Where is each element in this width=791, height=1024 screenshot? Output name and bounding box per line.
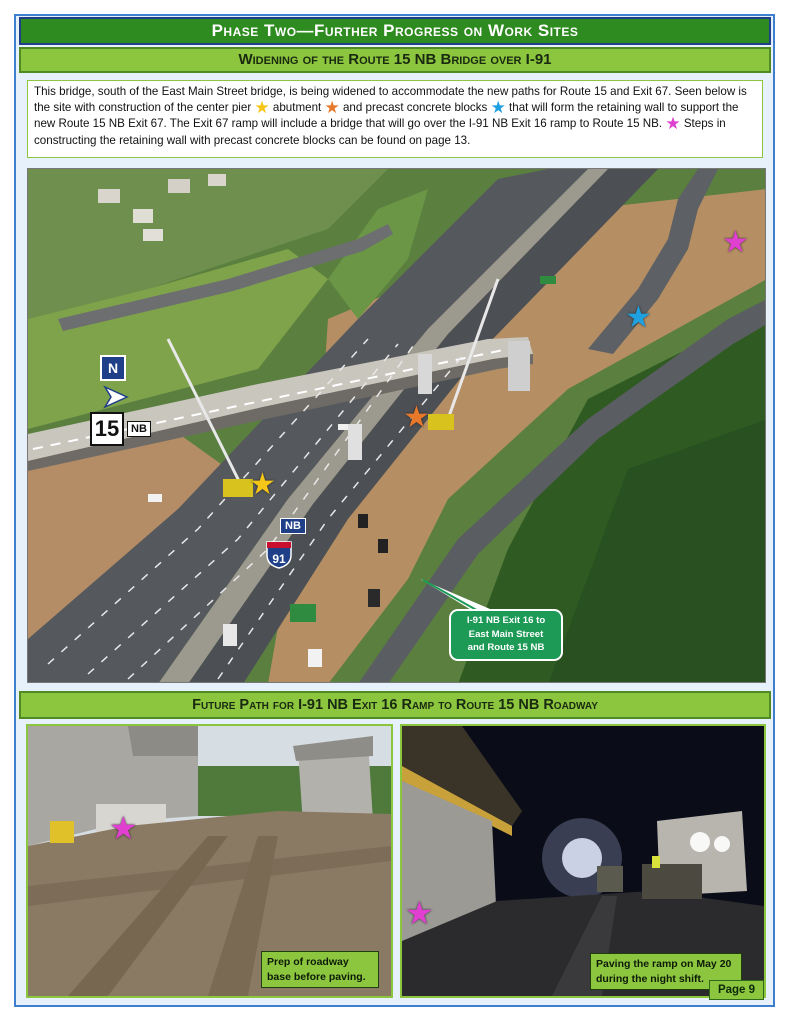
interstate-91-shield-icon <box>264 539 294 569</box>
callout-line-2: East Main Street <box>468 628 544 640</box>
north-arrow-icon <box>103 385 129 409</box>
i91-direction-label: NB <box>280 518 306 534</box>
route-15-direction: NB <box>127 421 151 437</box>
page-title: Phase Two—Further Progress on Work Sites <box>19 17 771 45</box>
right-caption-line-2: during the night shift. <box>596 972 704 985</box>
photo-night-paving <box>400 724 766 998</box>
intro-part-4: that will form the retaining wall to support the new Route 15 NB Exit 67. The Exit 67 ramp will include a bridge that will go over the I-91 NB Exit 16 ramp to Route 15 NB. <box>34 101 739 131</box>
orange-star-marker-icon: ★ <box>403 401 430 434</box>
callout-line-1: I-91 NB Exit 16 to <box>466 615 546 626</box>
left-photo-caption <box>261 951 379 988</box>
intro-text <box>27 80 763 158</box>
blue-star-marker-icon: ★ <box>625 301 652 334</box>
magenta-star-icon: ★ <box>665 114 681 134</box>
intro-part-3: and precast concrete blocks <box>342 101 488 115</box>
left-caption-line-2: base before paving. <box>267 970 366 983</box>
orange-star-icon: ★ <box>324 98 340 118</box>
section-subtitle: Widening of the Route 15 NB Bridge over I-91 <box>19 47 771 73</box>
magenta-star-right-photo-icon: ★ <box>405 895 434 931</box>
magenta-star-marker-icon: ★ <box>722 226 749 259</box>
north-arrow-badge: N <box>100 355 126 381</box>
intro-part-5: Steps in constructing the retaining wall with precast concrete blocks can be found on page 13. <box>34 117 726 147</box>
magenta-star-left-photo-icon: ★ <box>109 810 138 846</box>
yellow-star-marker-icon: ★ <box>249 468 276 501</box>
intro-part-2: abutment <box>272 101 322 115</box>
exit16-callout <box>449 609 563 661</box>
left-caption-line-1: Prep of roadway <box>267 956 349 968</box>
photo-roadway-prep <box>26 724 393 998</box>
callout-line-3: and Route 15 NB <box>467 642 545 653</box>
intro-part-1: This bridge, south of the East Main Street bridge, is being widened to accommodate the new paths for Route 15 and Exit 67. Seen below is the site with construction of the center pier <box>34 85 747 115</box>
route-15-sign <box>90 412 151 446</box>
yellow-star-icon: ★ <box>254 98 270 118</box>
route-15-shield: 15 <box>90 412 124 446</box>
section-2-title: Future Path for I-91 NB Exit 16 Ramp to Route 15 NB Roadway <box>19 691 771 719</box>
blue-star-icon: ★ <box>490 98 506 118</box>
aerial-photo <box>27 168 766 683</box>
i91-shield-number: 91 <box>272 552 286 566</box>
page-number: Page 9 <box>709 980 764 1000</box>
right-caption-line-1: Paving the ramp on May 20 <box>596 958 732 970</box>
